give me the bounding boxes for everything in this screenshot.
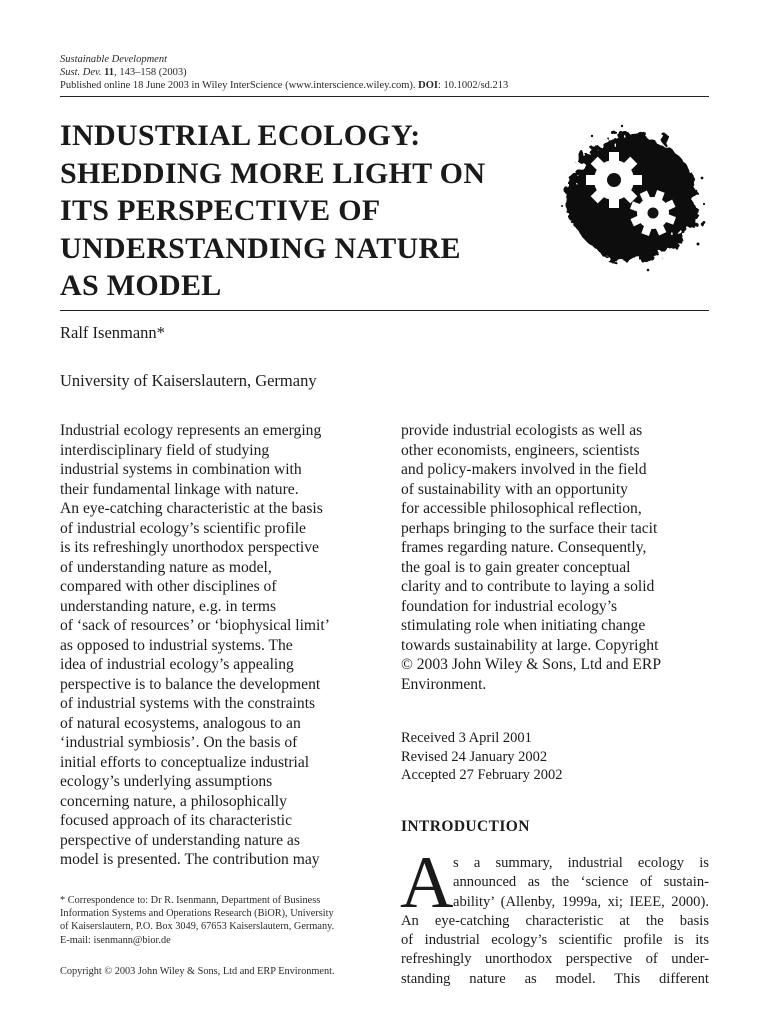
journal-name: Sustainable Development bbox=[60, 54, 168, 65]
header-rule bbox=[60, 96, 709, 97]
title-rule bbox=[60, 310, 709, 311]
gears-icon bbox=[552, 118, 712, 278]
abstract-right-column: provide industrial ecologists as well as other economists, engineers, scientists and policy-makers involved in the field of sustainability with an opportunity for accessible philosophical reflection, perhaps bringing to the surface their tacit frames regarding nature. Consequently, the goal is to gain greater conceptual clarity and to contribute to laying a solid foundation for industrial ecology’s stimulating role when initiating change towards sustainability at large. Copyright © 2003 John Wiley & Sons, Ltd and ERP Environment. bbox=[401, 422, 662, 693]
abstract-left-column: Industrial ecology represents an emerging interdisciplinary field of studying industrial systems in combination with their fundamental linkage with nature. An eye-catching characteristic at the basis of industrial ecology’s scientific profile is its refreshingly unorthodox perspective of understanding nature as model, compared with other disciplines of understanding nature, e.g. in terms of ‘sack of resources’ or ‘biophysical limit’ as opposed to industrial systems. The idea of industrial ecology’s appealing perspective is to balance the development of industrial systems with the constraints of natural ecosystems, analogous to an ‘industrial symbiosis’. On the basis of initial efforts to conceptualize industrial ecology’s underlying assumptions concerning nature, a philosophically focused approach of its characteristic perspective of understanding nature as model is presented. The contribution may bbox=[60, 422, 330, 868]
received-date: Received 3 April 2001 bbox=[401, 730, 532, 746]
section-heading: INTRODUCTION bbox=[401, 818, 530, 835]
journal-header bbox=[60, 53, 508, 92]
author-affiliation: University of Kaiserslautern, Germany bbox=[60, 371, 317, 390]
accepted-date: Accepted 27 February 2002 bbox=[401, 767, 563, 783]
author-name: Ralf Isenmann* bbox=[60, 323, 165, 342]
citation-line: Sust. Dev. 11, 143–158 (2003) bbox=[60, 67, 187, 78]
revised-date: Revised 24 January 2002 bbox=[401, 748, 548, 765]
publication-line: Published online 18 June 2003 in Wiley InterScience (www.interscience.wiley.com). DOI: 10.1002/sd.213 bbox=[60, 80, 509, 91]
article-title: INDUSTRIAL ECOLOGY: SHEDDING MORE LIGHT ON ITS PERSPECTIVE OF UNDERSTANDING NATURE AS MODEL bbox=[60, 119, 486, 302]
correspondence-footnote: * Correspondence to: Dr R. Isenmann, Department of Business Information Systems and Operations Research (BiOR), University of Kaiserslautern, P.O. Box 3049, 67653 Kaiserslautern, Germany. E-mail: isenmann@bior.de bbox=[60, 895, 335, 946]
introduction-text: s a summary, industrial ecology is announced as the ‘science of sustain- ability’ (Allenby, 1999a, xi; IEEE, 2000). An eye-catching characteristic at the basis of industrial ecology’s scientific profile is its refreshingly unorthodox perspective of under- standing nature as model. This different bbox=[401, 855, 709, 987]
article-dates bbox=[401, 729, 562, 785]
copyright-line: Copyright © 2003 John Wiley & Sons, Ltd and ERP Environment. bbox=[60, 966, 335, 977]
drop-cap: A bbox=[400, 842, 454, 924]
